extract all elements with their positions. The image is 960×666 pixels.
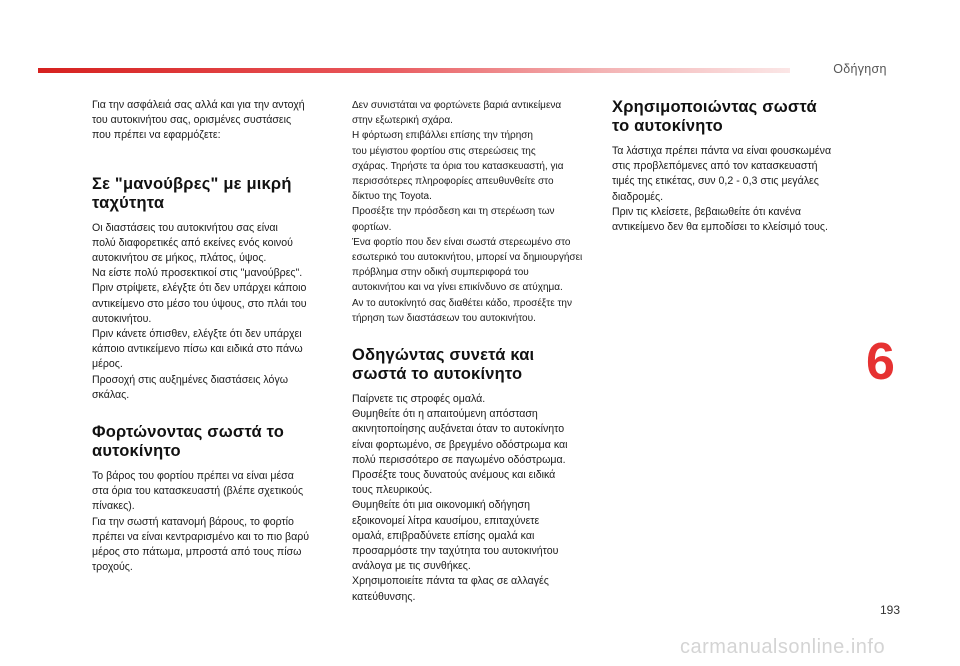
paragraph-low-speed-maneuvers: Οι διαστάσεις του αυτοκινήτου σας είναι πολύ διαφορετικές από εκείνες ενός κοινού αυτοκινήτου σε μήκος, πλάτος, ύψος. Να είστε πολύ προσεκτικοί στις "μανούβρες". Πριν στρίψετε, ελέγξτε ότι δεν υπάρχει κάποιο αντικείμενο στο μέσο του ύψους, στο πλάι του αυτοκινήτου. Πριν κάνετε όπισθεν, ελέγξτε ότι δεν υπάρχει κάποιο αντικείμενο πίσω και ειδικά στο πάνω μέρος. Προσοχή στις αυξημένες διαστάσεις λόγω σκάλας. xyxy=(92,221,307,401)
intro-paragraph: Για την ασφάλειά σας αλλά και για την αντοχή του αυτοκινήτου σας, ορισμένες συστάσεις που πρέπει να εφαρμόζετε: xyxy=(92,99,305,142)
paragraph-loading-vehicle: Το βάρος του φορτίου πρέπει να είναι μέσα στα όρια του κατασκευαστή (βλέπε σχετικούς πίνακες). Για την σωστή κατανομή βάρους, το φορτίο πρέπει να είναι κεντραρισμένο και το πιο βαρύ μέρος στο πάτωμα, μπροστά από τους πίσω τροχούς. xyxy=(92,470,310,574)
heading-driving-sensibly: Οδηγώντας συνετά και σωστά το αυτοκίνητο xyxy=(352,346,535,384)
watermark: carmanualsonline.info xyxy=(680,636,886,658)
column-2 xyxy=(352,98,598,605)
section-title: Οδήγηση xyxy=(833,62,887,76)
heading-using-vehicle: Χρησιμοποιώντας σωστά το αυτοκίνητο xyxy=(612,98,817,135)
page-number: 193 xyxy=(880,603,901,617)
paragraph-using-vehicle: Τα λάστιχα πρέπει πάντα να είναι φουσκωμένα στις προβλεπόμενες από τον κατασκευαστή τιμές της ετικέτας, συν 0,2 - 0,3 στις μεγάλες διαδρομές. Πριν τις κλείσετε, βεβαιωθείτε ότι κανένα αντικείμενο δεν θα εμποδίσει το κλείσιμό τους. xyxy=(612,145,832,234)
heading-low-speed-maneuvers: Σε "μανούβρες" με μικρή ταχύτητα xyxy=(92,174,292,212)
paragraph-driving-sensibly: Παίρνετε τις στροφές ομαλά. Θυμηθείτε ότι η απαιτούμενη απόσταση ακινητοποίησης αυξάνεται όταν το αυτοκίνητο είναι φορτωμένο, σε βρεγμένο οδόστρωμα και πολύ περισσότερο σε παγωμένο οδόστρωμα. Προσέξτε τους δυνατούς ανέμους και ειδικά τους πλευρικούς. Θυμηθείτε ότι μια οικονομική οδήγηση εξοικονομεί λίτρα καυσίμου, επιταχύνετε ομαλά, επιβραδύνετε επίσης ομαλά και προσαρμόστε την ταχύτητα του αυτοκινήτου ανάλογα με τις συνθήκες. Χρησιμοποιείτε πάντα τα φλας σε αλλαγές κατεύθυνσης. xyxy=(352,393,568,603)
header-accent-bar xyxy=(38,68,790,73)
heading-loading-vehicle: Φορτώνοντας σωστά το αυτοκίνητο xyxy=(92,423,284,461)
column-1 xyxy=(92,98,336,575)
paragraph-roof-rack: Δεν συνιστάται να φορτώνετε βαριά αντικείμενα στην εξωτερική σχάρα. Η φόρτωση επιβάλλει επίσης την τήρηση του μέγιστου φορτίου στις στερεώσεις της σχάρας. Τηρήστε τα όρια του κατασκευαστή, για περισσότερες πληροφορίες απευθυνθείτε στο δίκτυο της Toyota. Προσέξτε την πρόσδεση και τη στερέωση των φορτίων. Ένα φορτίο που δεν είναι σωστά στερεωμένο στο εσωτερικό του αυτοκινήτου, μπορεί να δημιουργήσει πρόβλημα στην οδική συμπεριφορά του αυτοκινήτου και να γίνει επικίνδυνο σε ατύχημα. Αν το αυτοκίνητό σας διαθέτει κάδο, προσέξτε την τήρηση των διαστάσεων του αυτοκινήτου. xyxy=(352,100,583,324)
chapter-number: 6 xyxy=(866,333,895,391)
column-3 xyxy=(612,98,862,235)
